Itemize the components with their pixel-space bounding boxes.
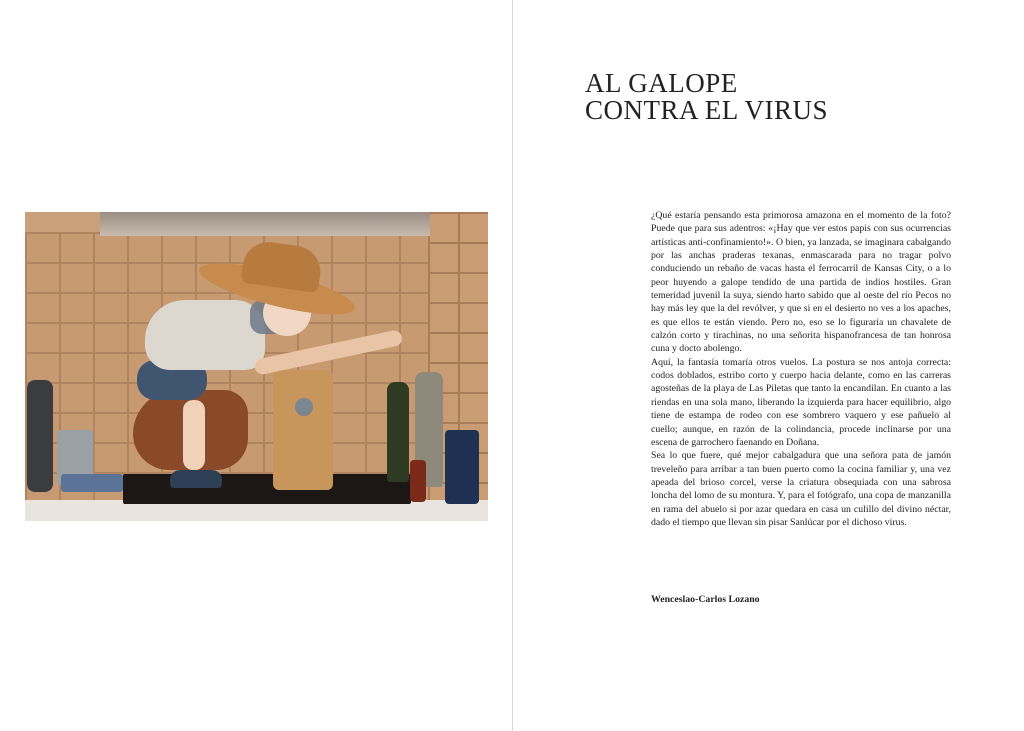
child-leg bbox=[183, 400, 205, 470]
ham-stand-clamp bbox=[295, 398, 313, 416]
blue-can bbox=[445, 430, 479, 504]
ham-stand bbox=[273, 370, 333, 490]
article-paragraph: Aquí, la fantasía tomaría otros vuelos. La postura se nos antoja correcta: codos doblados, estribo corto y cuerpo hacia delante, como en las carreras agosteñas de la playa de Las Piletas que tanto la encandilan. En cuanto a las riendas en una sola mano, liberando la izquierda para hacer equilibrio, algo tiene de estampa de rodeo con ese sombrero vaquero y ese pañuelo al cuello; aunque, en razón de la colindancia, procede inclinarse por una escena de garrochero faenando en Doñana. bbox=[651, 356, 951, 448]
article-body bbox=[651, 209, 951, 529]
sauce-bottle bbox=[410, 460, 426, 502]
kitchen-photo bbox=[25, 212, 488, 521]
article-paragraph: Sea lo que fuere, qué mejor cabalgadura que una señora pata de jamón treveleño para arribar a tan buen puerto como la cocina familiar y, una vez apeada del brioso corcel, verse la criatura obsequiada con una sabrosa loncha del lomo de su montura. Y, para el fotógrafo, una copa de manzanilla en rama del abuelo si por azar quedara en casa un culillo del divino néctar, dado el tiempo que llevan sin pisar Sanlúcar por el dichoso virus. bbox=[651, 450, 951, 528]
child-shirt bbox=[145, 300, 265, 370]
pepper-grinder bbox=[27, 380, 53, 492]
article-title bbox=[585, 70, 828, 124]
article-title-line-1: AL GALOPE bbox=[585, 68, 738, 98]
green-bottle bbox=[387, 382, 409, 482]
article-title-line-2: CONTRA EL VIRUS bbox=[585, 95, 829, 125]
blue-dish bbox=[61, 474, 123, 492]
cooktop bbox=[123, 474, 411, 504]
article-paragraph: ¿Qué estaría pensando esta primorosa amazona en el momento de la foto? Puede que para sus adentros: «¡Hay que ver estos papis con sus ocurrencias artísticas anti-confinamiento!». O bien, ya lanzada, se imaginara cabalgando por las anchas praderas texanas, enmascarada para no tragar polvo conduciendo un rebaño de vacas hasta el ferrocarril de Kansas City, o a lo peor huyendo a galope tendido de una partida de indios hostiles. Gran temeridad juvenil la suya, siendo harto sabido que al oeste del río Pecos no hay más ley que la del revólver, y que si en el desierto no ves a los apaches, es que ellos te están viendo. Pero no, eso se lo figuraría un chavalete de calzón corto y tirachinas, no una señorita hispanofrancesa de tan honrosa cuna y docto abolengo. bbox=[651, 210, 951, 355]
child-shoe bbox=[170, 470, 222, 488]
article-author: Wenceslao-Carlos Lozano bbox=[651, 594, 760, 605]
extractor-hood bbox=[100, 212, 430, 236]
